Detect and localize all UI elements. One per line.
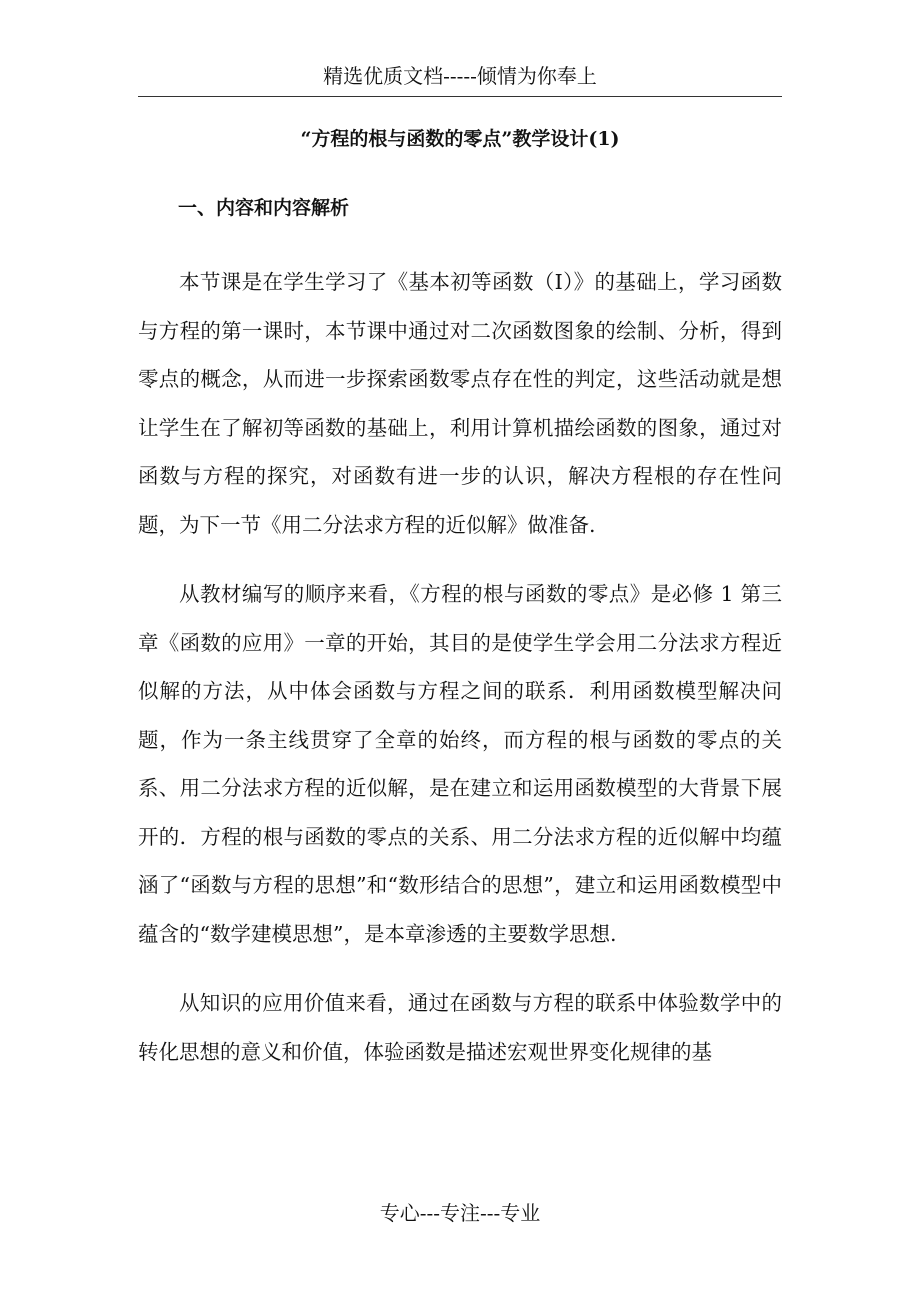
document-title: “方程的根与函数的零点”教学设计(1) (300, 128, 620, 150)
page-header: 精选优质文档-----倾情为你奉上 (323, 64, 597, 88)
document-body (138, 258, 782, 1097)
paragraph-2: 从教材编写的顺序来看，《方程的根与函数的零点》是必修 1 第三章《函数的应用》一章的开始，其目的是使学生学会用二分法求方程近似解的方法，从中体会函数与方程之间的联系．利用函数模型解决问题，作为一条主线贯穿了全章的始终，而方程的根与函数的零点的关系、用二分法求方程的近似解，是在建立和运用函数模型的大背景下展开的．方程的根与函数的零点的关系、用二分法求方程的近似解中均蕴涵了“函数与方程的思想”和“数形结合的思想”，建立和运用函数模型中蕴含的“数学建模思想”，是本章渗透的主要数学思想. (138, 582, 782, 946)
section-heading: 一、内容和内容解析 (178, 197, 350, 219)
page-footer: 专心---专注---专业 (379, 1201, 541, 1225)
header-divider (138, 96, 782, 97)
paragraph-1: 本节课是在学生学习了《基本初等函数（Ⅰ）》的基础上，学习函数与方程的第一课时，本节课中通过对二次函数图象的绘制、分析，得到零点的概念，从而进一步探索函数零点存在性的判定，这些活动就是想让学生在了解初等函数的基础上，利用计算机描绘函数的图象，通过对函数与方程的探究，对函数有进一步的认识，解决方程根的存在性问题，为下一节《用二分法求方程的近似解》做准备. (138, 270, 782, 537)
paragraph-3: 从知识的应用价值来看，通过在函数与方程的联系中体验数学中的转化思想的意义和价值，体验函数是描述宏观世界变化规律的基 (138, 991, 782, 1064)
